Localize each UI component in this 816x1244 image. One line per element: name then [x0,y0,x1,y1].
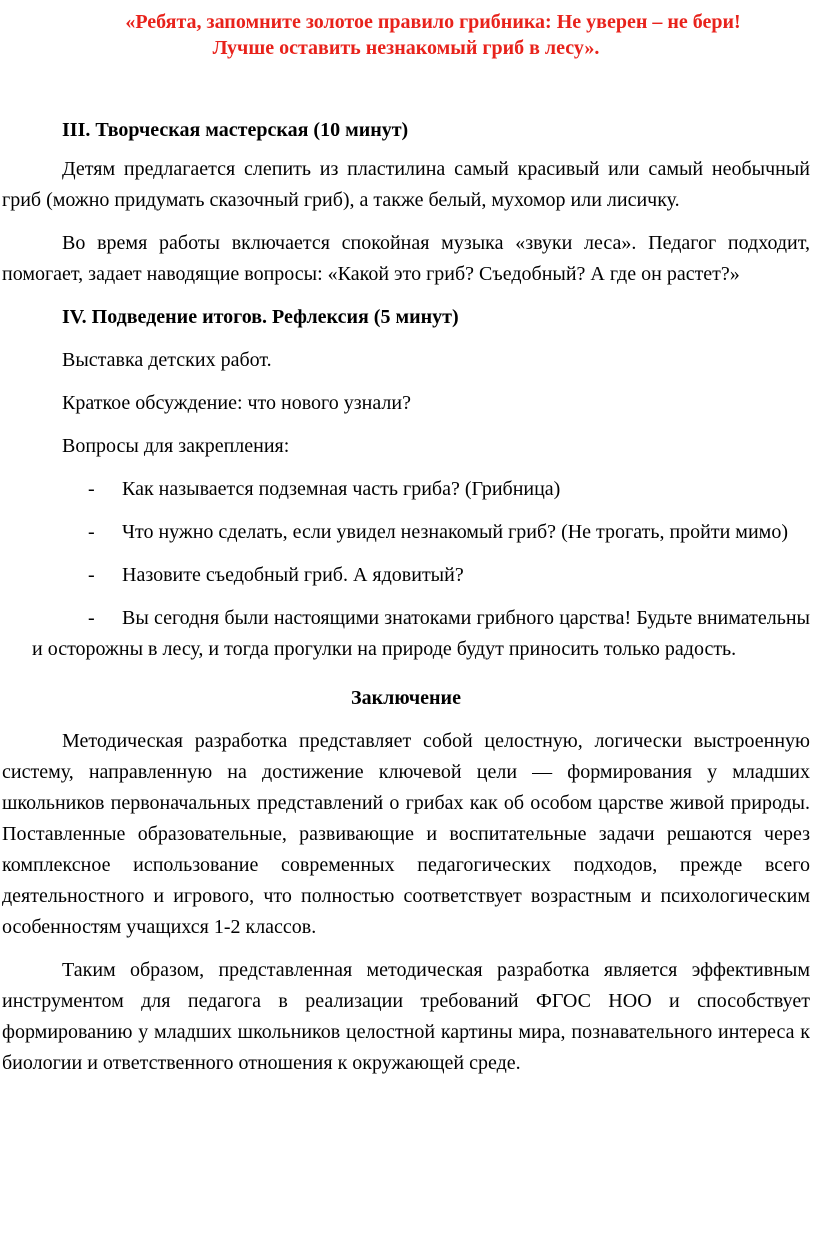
quote-line-2: Лучше оставить незнакомый гриб в лесу». [212,37,600,59]
list-item [2,560,810,591]
section-3-paragraph-1: Детям предлагается слепить из пластилина самый красивый или самый необычный гриб (можно придумать сказочный гриб), а также белый, мухомор или лисичку. [2,158,810,211]
section-4-paragraph-1: Выставка детских работ. [62,349,272,371]
list-item [2,517,810,548]
list-item [2,474,810,505]
conclusion-title: Заключение [351,687,461,709]
list-dash: - [88,607,95,629]
list-item-text: Как называется подземная часть гриба? (Грибница) [122,478,561,500]
list-dash: - [88,521,95,543]
section-4-heading: IV. Подведение итогов. Рефлексия (5 минут) [62,306,459,328]
list-item-text: Назовите съедобный гриб. А ядовитый? [122,564,464,586]
list-item-text: Вы сегодня были настоящими знатоками грибного царства! Будьте внимательны и осторожны в лесу, и тогда прогулки на природе будут приносить только радость. [32,607,810,660]
section-3-heading: III. Творческая мастерская (10 минут) [62,119,409,141]
section-4-paragraph-3: Вопросы для закрепления: [62,435,290,457]
conclusion-paragraph-2: Таким образом, представленная методическая разработка является эффективным инструментом для педагога в реализации требований ФГОС НОО и способствует формированию у младших школьников целостной картины мира, познавательного интереса к биологии и ответственного отношения к окружающей среде. [2,959,810,1074]
section-3-paragraph-2: Во время работы включается спокойная музыка «звуки леса». Педагог подходит, помогает, задает наводящие вопросы: «Какой это гриб? Съедобный? А где он растет?» [2,232,810,285]
conclusion-paragraph-1: Методическая разработка представляет собой целостную, логически выстроенную систему, направленную на достижение ключевой цели — формирования у младших школьников первоначальных представлений о грибах как об особом царстве живой природы. Поставленные образовательные, развивающие и воспитательные задачи решаются через комплексное использование современных педагогических подходов, прежде всего деятельностного и игрового, что полностью соответствует возрастным и психологическим особенностям учащихся 1-2 классов. [2,730,810,938]
quote-line-1: «Ребята, запомните золотое правило грибника: Не уверен – не бери! [125,11,741,33]
list-dash: - [88,564,95,586]
list-item-text: Что нужно сделать, если увидел незнакомый гриб? (Не трогать, пройти мимо) [122,521,788,543]
list-dash: - [88,478,95,500]
section-4-paragraph-2: Краткое обсуждение: что нового узнали? [62,392,411,414]
golden-rule-quote [2,0,810,61]
list-item [2,603,810,665]
